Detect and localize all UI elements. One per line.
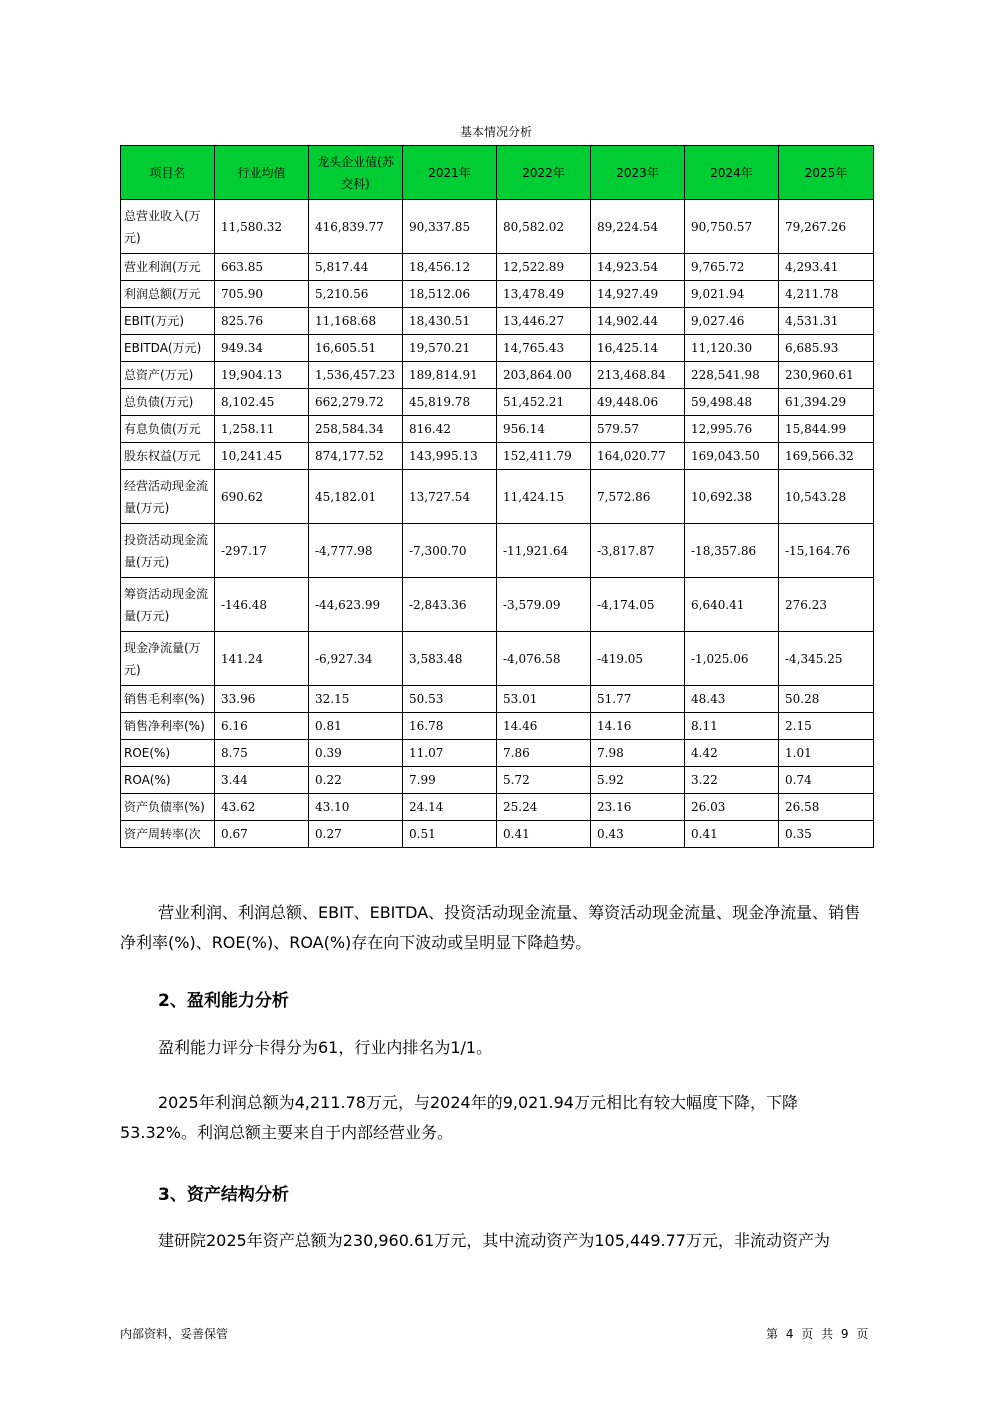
table-cell: 43.62 xyxy=(215,794,309,821)
table-cell: 690.62 xyxy=(215,470,309,524)
table-cell: 13,727.54 xyxy=(403,470,497,524)
row-label: 总负债(万元) xyxy=(121,389,215,416)
table-cell: -297.17 xyxy=(215,524,309,578)
table-cell: 26.58 xyxy=(779,794,874,821)
row-label: ROA(%) xyxy=(121,767,215,794)
table-cell: 0.81 xyxy=(309,713,403,740)
table-cell: 14.16 xyxy=(591,713,685,740)
table-cell: 8.11 xyxy=(685,713,779,740)
table-cell: -44,623.99 xyxy=(309,578,403,632)
table-cell: 4.42 xyxy=(685,740,779,767)
table-row xyxy=(121,767,874,794)
table-cell: 3.44 xyxy=(215,767,309,794)
table-row xyxy=(121,200,874,254)
table-cell: 189,814.91 xyxy=(403,362,497,389)
table-cell: 579.57 xyxy=(591,416,685,443)
table-cell: 0.27 xyxy=(309,821,403,848)
table-header-row xyxy=(121,146,874,200)
table-row xyxy=(121,740,874,767)
table-cell: -419.05 xyxy=(591,632,685,686)
table-cell: 19,904.13 xyxy=(215,362,309,389)
table-cell: 258,584.34 xyxy=(309,416,403,443)
table-cell: -7,300.70 xyxy=(403,524,497,578)
table-cell: 0.41 xyxy=(497,821,591,848)
table-cell: 9,021.94 xyxy=(685,281,779,308)
row-label: ROE(%) xyxy=(121,740,215,767)
row-label: 现金净流量(万元) xyxy=(121,632,215,686)
table-cell: -15,164.76 xyxy=(779,524,874,578)
table-cell: 15,844.99 xyxy=(779,416,874,443)
table-cell: 3.22 xyxy=(685,767,779,794)
score-text: 盈利能力评分卡得分为61，行业内排名为1/1。 xyxy=(158,1038,493,1057)
table-cell: 24.14 xyxy=(403,794,497,821)
row-label: 经营活动现金流量(万元) xyxy=(121,470,215,524)
table-cell: -4,777.98 xyxy=(309,524,403,578)
table-cell: 5.92 xyxy=(591,767,685,794)
table-cell: 0.51 xyxy=(403,821,497,848)
table-cell: 18,430.51 xyxy=(403,308,497,335)
table-cell: 32.15 xyxy=(309,686,403,713)
table-cell: -4,345.25 xyxy=(779,632,874,686)
table-cell: 51,452.21 xyxy=(497,389,591,416)
table-row xyxy=(121,308,874,335)
table-cell: 33.96 xyxy=(215,686,309,713)
table-cell: 16,605.51 xyxy=(309,335,403,362)
row-label: 总资产(万元) xyxy=(121,362,215,389)
table-cell: 90,750.57 xyxy=(685,200,779,254)
table-cell: 50.53 xyxy=(403,686,497,713)
table-cell: 8.75 xyxy=(215,740,309,767)
table-cell: 26.03 xyxy=(685,794,779,821)
table-cell: 228,541.98 xyxy=(685,362,779,389)
row-label: 股东权益(万元 xyxy=(121,443,215,470)
table-cell: 7,572.86 xyxy=(591,470,685,524)
table-cell: 12,995.76 xyxy=(685,416,779,443)
table-cell: -3,579.09 xyxy=(497,578,591,632)
table-cell: 1,258.11 xyxy=(215,416,309,443)
table-cell: 956.14 xyxy=(497,416,591,443)
table-row xyxy=(121,578,874,632)
column-header: 行业均值 xyxy=(215,146,309,200)
column-header: 2022年 xyxy=(497,146,591,200)
table-cell: 141.24 xyxy=(215,632,309,686)
table-cell: 4,293.41 xyxy=(779,254,874,281)
table-cell: 6,685.93 xyxy=(779,335,874,362)
table-row xyxy=(121,713,874,740)
table-cell: 0.41 xyxy=(685,821,779,848)
table-cell: -18,357.86 xyxy=(685,524,779,578)
table-row xyxy=(121,416,874,443)
row-label: EBITDA(万元) xyxy=(121,335,215,362)
table-cell: 49,448.06 xyxy=(591,389,685,416)
table-cell: 16.78 xyxy=(403,713,497,740)
table-cell: 90,337.85 xyxy=(403,200,497,254)
table-cell: 705.90 xyxy=(215,281,309,308)
column-header: 2021年 xyxy=(403,146,497,200)
table-row xyxy=(121,632,874,686)
trend-paragraph xyxy=(120,898,872,958)
table-cell: -4,076.58 xyxy=(497,632,591,686)
table-cell: 0.35 xyxy=(779,821,874,848)
table-cell: 276.23 xyxy=(779,578,874,632)
row-label: 利润总额(万元 xyxy=(121,281,215,308)
table-cell: 10,241.45 xyxy=(215,443,309,470)
table-cell: 7.98 xyxy=(591,740,685,767)
table-cell: 9,765.72 xyxy=(685,254,779,281)
table-cell: 11,580.32 xyxy=(215,200,309,254)
row-label: 投资活动现金流量(万元) xyxy=(121,524,215,578)
table-cell: 662,279.72 xyxy=(309,389,403,416)
table-cell: 0.67 xyxy=(215,821,309,848)
table-row xyxy=(121,443,874,470)
table-row xyxy=(121,389,874,416)
column-header: 2025年 xyxy=(779,146,874,200)
table-row xyxy=(121,524,874,578)
table-cell: 816.42 xyxy=(403,416,497,443)
row-label: 营业利润(万元 xyxy=(121,254,215,281)
row-label: 销售净利率(%) xyxy=(121,713,215,740)
table-cell: 9,027.46 xyxy=(685,308,779,335)
table-cell: 80,582.02 xyxy=(497,200,591,254)
table-cell: 10,543.28 xyxy=(779,470,874,524)
table-cell: 1,536,457.23 xyxy=(309,362,403,389)
table-cell: 50.28 xyxy=(779,686,874,713)
table-cell: 164,020.77 xyxy=(591,443,685,470)
table-cell: 18,456.12 xyxy=(403,254,497,281)
table-cell: 8,102.45 xyxy=(215,389,309,416)
financial-table xyxy=(120,145,874,848)
table-cell: -6,927.34 xyxy=(309,632,403,686)
table-cell: 0.39 xyxy=(309,740,403,767)
table-cell: 143,995.13 xyxy=(403,443,497,470)
row-label: 总营业收入(万元) xyxy=(121,200,215,254)
table-cell: 1.01 xyxy=(779,740,874,767)
table-cell: 2.15 xyxy=(779,713,874,740)
row-label: 有息负债(万元 xyxy=(121,416,215,443)
table-cell: 949.34 xyxy=(215,335,309,362)
table-cell: 14,923.54 xyxy=(591,254,685,281)
table-cell: 4,531.31 xyxy=(779,308,874,335)
table-cell: 25.24 xyxy=(497,794,591,821)
table-cell: 13,478.49 xyxy=(497,281,591,308)
row-label: EBIT(万元) xyxy=(121,308,215,335)
row-label: 筹资活动现金流量(万元) xyxy=(121,578,215,632)
table-cell: 11,120.30 xyxy=(685,335,779,362)
table-cell: 663.85 xyxy=(215,254,309,281)
table-cell: 0.22 xyxy=(309,767,403,794)
table-cell: 61,394.29 xyxy=(779,389,874,416)
table-row xyxy=(121,281,874,308)
profit-text: 2025年利润总额为4,211.78万元，与2024年的9,021.94万元相比有较大幅度下降，下降53.32%。利润总额主要来自于内部经营业务。 xyxy=(120,1093,798,1142)
table-row xyxy=(121,686,874,713)
table-cell: 19,570.21 xyxy=(403,335,497,362)
table-row xyxy=(121,362,874,389)
table-cell: 169,566.32 xyxy=(779,443,874,470)
table-cell: 23.16 xyxy=(591,794,685,821)
table-cell: -3,817.87 xyxy=(591,524,685,578)
table-title: 基本情况分析 xyxy=(459,125,532,139)
table-cell: 5.72 xyxy=(497,767,591,794)
table-cell: 416,839.77 xyxy=(309,200,403,254)
table-cell: 14.46 xyxy=(497,713,591,740)
table-cell: 14,927.49 xyxy=(591,281,685,308)
table-cell: 0.74 xyxy=(779,767,874,794)
table-cell: 6,640.41 xyxy=(685,578,779,632)
table-cell: 825.76 xyxy=(215,308,309,335)
table-cell: 10,692.38 xyxy=(685,470,779,524)
table-row xyxy=(121,254,874,281)
table-cell: 45,819.78 xyxy=(403,389,497,416)
table-cell: 230,960.61 xyxy=(779,362,874,389)
table-row xyxy=(121,794,874,821)
trend-text: 营业利润、利润总额、EBIT、EBITDA、投资活动现金流量、筹资活动现金流量、现金净流量、销售净利率(%)、ROE(%)、ROA(%)存在向下波动或呈明显下降趋势。 xyxy=(120,903,861,952)
table-cell: 59,498.48 xyxy=(685,389,779,416)
table-cell: 18,512.06 xyxy=(403,281,497,308)
table-cell: 45,182.01 xyxy=(309,470,403,524)
table-row xyxy=(121,335,874,362)
column-header: 2023年 xyxy=(591,146,685,200)
table-cell: -2,843.36 xyxy=(403,578,497,632)
table-cell: 4,211.78 xyxy=(779,281,874,308)
table-cell: 7.99 xyxy=(403,767,497,794)
column-header: 龙头企业值(苏交科) xyxy=(309,146,403,200)
row-label: 资产负债率(%) xyxy=(121,794,215,821)
table-cell: 12,522.89 xyxy=(497,254,591,281)
footer-page-number: 第 4 页 共 9 页 xyxy=(766,1327,869,1341)
asset-text: 建研院2025年资产总额为230,960.61万元，其中流动资产为105,449.77万元，非流动资产为 xyxy=(158,1231,830,1250)
column-header: 2024年 xyxy=(685,146,779,200)
table-cell: 5,817.44 xyxy=(309,254,403,281)
table-cell: 11.07 xyxy=(403,740,497,767)
table-cell: -11,921.64 xyxy=(497,524,591,578)
table-cell: 169,043.50 xyxy=(685,443,779,470)
table-cell: 213,468.84 xyxy=(591,362,685,389)
table-cell: -1,025.06 xyxy=(685,632,779,686)
table-cell: -4,174.05 xyxy=(591,578,685,632)
row-label: 销售毛利率(%) xyxy=(121,686,215,713)
table-cell: 89,224.54 xyxy=(591,200,685,254)
score-paragraph xyxy=(120,1033,872,1063)
table-cell: 48.43 xyxy=(685,686,779,713)
table-cell: 5,210.56 xyxy=(309,281,403,308)
table-cell: 0.43 xyxy=(591,821,685,848)
table-cell: 43.10 xyxy=(309,794,403,821)
table-cell: 51.77 xyxy=(591,686,685,713)
table-cell: 11,168.68 xyxy=(309,308,403,335)
table-cell: 13,446.27 xyxy=(497,308,591,335)
table-cell: 152,411.79 xyxy=(497,443,591,470)
table-cell: 16,425.14 xyxy=(591,335,685,362)
asset-paragraph xyxy=(120,1226,872,1256)
table-cell: 6.16 xyxy=(215,713,309,740)
table-cell: 3,583.48 xyxy=(403,632,497,686)
table-row xyxy=(121,470,874,524)
table-cell: 14,765.43 xyxy=(497,335,591,362)
footer-confidential: 内部资料，妥善保管 xyxy=(120,1327,229,1341)
row-label: 资产周转率(次 xyxy=(121,821,215,848)
section-heading-profitability: 2、盈利能力分析 xyxy=(158,991,289,1011)
table-cell: -146.48 xyxy=(215,578,309,632)
table-cell: 7.86 xyxy=(497,740,591,767)
table-row xyxy=(121,821,874,848)
section-heading-asset-structure: 3、资产结构分析 xyxy=(158,1185,289,1205)
table-cell: 874,177.52 xyxy=(309,443,403,470)
table-cell: 203,864.00 xyxy=(497,362,591,389)
table-cell: 53.01 xyxy=(497,686,591,713)
table-cell: 79,267.26 xyxy=(779,200,874,254)
profit-paragraph xyxy=(120,1088,872,1148)
table-cell: 11,424.15 xyxy=(497,470,591,524)
column-header: 项目名 xyxy=(121,146,215,200)
table-cell: 14,902.44 xyxy=(591,308,685,335)
